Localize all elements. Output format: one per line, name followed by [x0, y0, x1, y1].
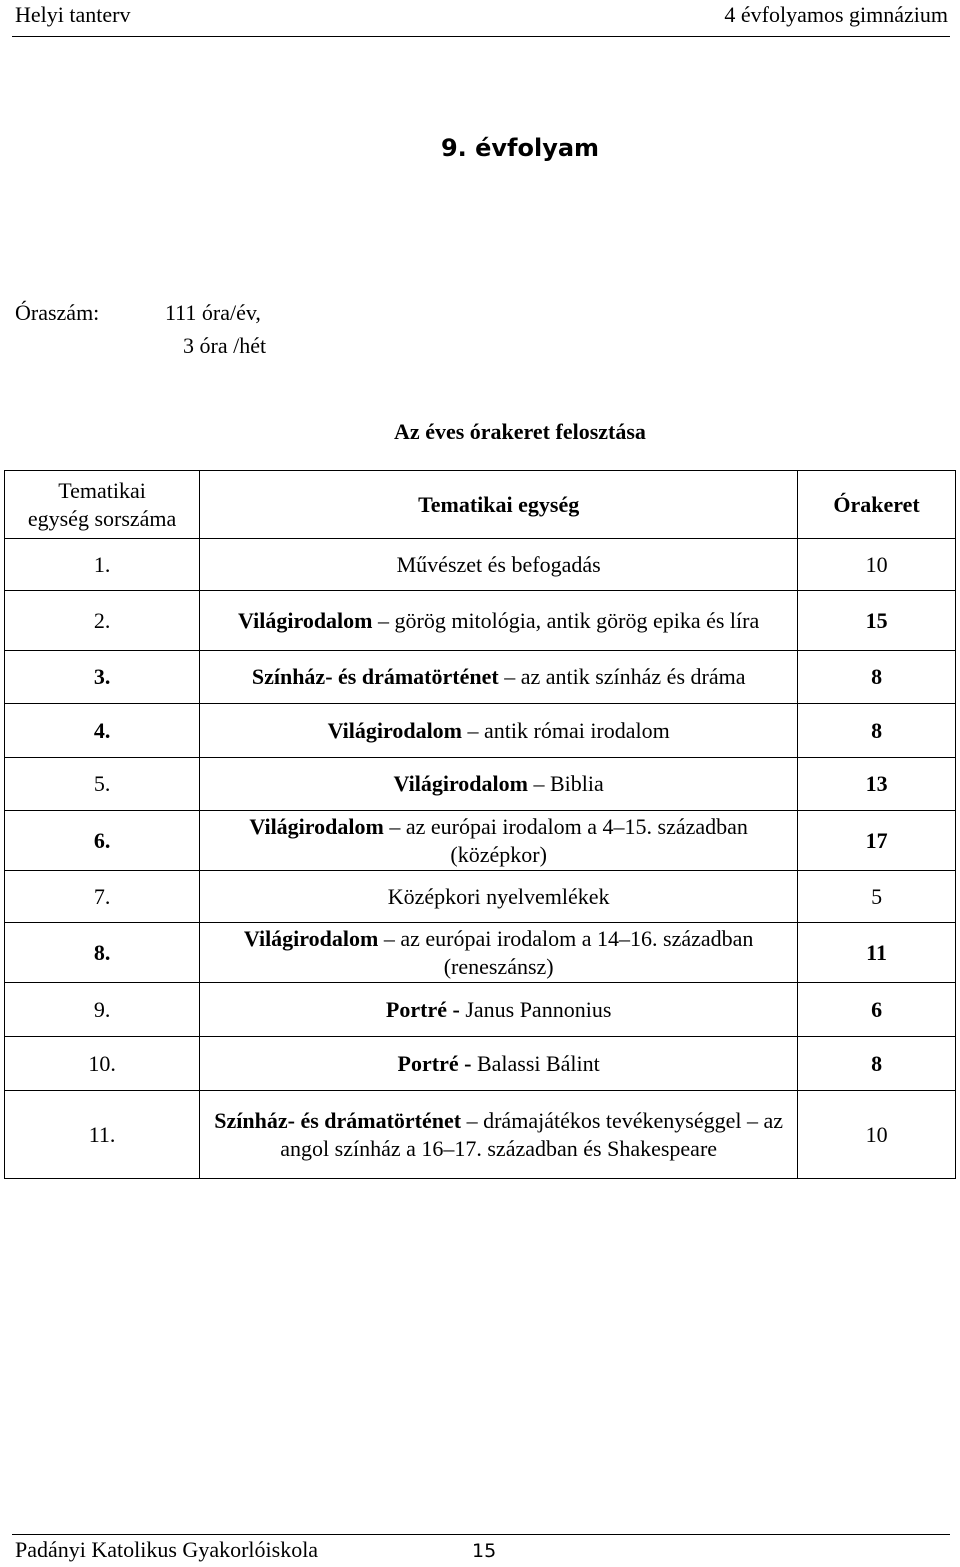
- table-row: [5, 871, 956, 923]
- unit-title: Világirodalom: [393, 771, 528, 796]
- row-hours: 10: [798, 539, 956, 591]
- row-unit: [200, 871, 798, 923]
- table-row: [5, 704, 956, 758]
- row-unit: [200, 811, 798, 871]
- distribution-title: Az éves órakeret felosztása: [394, 419, 646, 444]
- row-number: 11.: [5, 1091, 200, 1179]
- hours-per-year: 111 óra/év,: [165, 300, 261, 325]
- footer-school: Padányi Katolikus Gyakorlóiskola: [15, 1537, 319, 1562]
- header-unit: Tematikai egység: [200, 471, 798, 539]
- unit-title: Világirodalom: [238, 607, 373, 633]
- table-row: [5, 651, 956, 704]
- row-hours: 8: [798, 704, 956, 758]
- header-hours: Órakeret: [798, 471, 956, 539]
- row-number: 3.: [5, 651, 200, 704]
- row-hours: 13: [798, 758, 956, 811]
- row-unit: [200, 591, 798, 651]
- unit-topic: antik római irodalom: [484, 717, 670, 743]
- hours-per-week: 3 óra /hét: [183, 333, 267, 358]
- unit-separator: –: [378, 925, 401, 951]
- unit-topic: Középkori nyelvemlékek: [387, 883, 610, 909]
- row-unit: [200, 704, 798, 758]
- row-hours: 10: [798, 1091, 956, 1179]
- unit-separator: –: [372, 607, 395, 633]
- table-header-row: [5, 471, 956, 539]
- row-hours: 8: [798, 651, 956, 704]
- header-num: [5, 471, 200, 539]
- table-row: [5, 1037, 956, 1091]
- row-unit: [200, 651, 798, 704]
- unit-separator: -: [446, 996, 466, 1022]
- unit-topic: Biblia: [549, 771, 604, 796]
- unit-separator: –: [383, 813, 406, 839]
- row-number: 8.: [5, 923, 200, 983]
- row-unit: [200, 983, 798, 1037]
- table-row: [5, 811, 956, 871]
- row-number: 5.: [5, 758, 200, 811]
- unit-topic: az antik színház és dráma: [520, 664, 746, 689]
- unit-title: Világirodalom: [249, 813, 384, 839]
- unit-topic: Művészet és befogadás: [396, 551, 601, 577]
- row-number: 7.: [5, 871, 200, 923]
- row-hours: 8: [798, 1037, 956, 1091]
- table-row: [5, 539, 956, 591]
- unit-topic: Balassi Bálint: [476, 1050, 600, 1076]
- row-number: 9.: [5, 983, 200, 1037]
- row-unit: [200, 758, 798, 811]
- unit-separator: -: [458, 1050, 477, 1076]
- unit-topic: Janus Pannonius: [465, 996, 612, 1022]
- hours-label: Óraszám:: [15, 300, 100, 325]
- page-number: 15: [472, 1540, 497, 1562]
- table-row: [5, 923, 956, 983]
- unit-topic: görög mitológia, antik görög epika és líra: [394, 607, 760, 633]
- row-hours: 5: [798, 871, 956, 923]
- grade-title: 9. évfolyam: [440, 134, 600, 162]
- unit-title: Világirodalom: [243, 925, 379, 951]
- header-num-line1: Tematikai: [58, 477, 146, 503]
- header-divider: [12, 36, 950, 37]
- row-hours: 17: [798, 811, 956, 871]
- row-number: 10.: [5, 1037, 200, 1091]
- row-number: 1.: [5, 539, 200, 591]
- unit-topic: drámajátékos tevékenységgel – az angol színház a 16–17. században és Shakespeare: [280, 1107, 784, 1161]
- row-number: 4.: [5, 704, 200, 758]
- header-num-line2: egység sorszáma: [27, 505, 177, 531]
- footer-divider: [12, 1534, 950, 1535]
- unit-title: Portré: [385, 996, 447, 1022]
- unit-separator: –: [527, 771, 550, 796]
- row-unit: [200, 539, 798, 591]
- row-unit: [200, 1091, 798, 1179]
- row-number: 2.: [5, 591, 200, 651]
- units-table: [4, 470, 956, 1179]
- table-row: [5, 591, 956, 651]
- unit-title: Portré: [397, 1050, 459, 1076]
- unit-title: Világirodalom: [327, 717, 463, 743]
- header-right: 4 évfolyamos gimnázium: [724, 2, 948, 27]
- unit-separator: –: [498, 664, 521, 689]
- header-left: Helyi tanterv: [15, 2, 131, 27]
- unit-topic: az európai irodalom a 14–16. században (reneszánsz): [400, 925, 754, 979]
- unit-topic: az európai irodalom a 4–15. században (középkor): [405, 813, 748, 867]
- unit-title: Színház- és drámatörténet: [214, 1107, 462, 1133]
- unit-title: Színház- és drámatörténet: [251, 664, 499, 689]
- table-row: [5, 1091, 956, 1179]
- row-hours: 15: [798, 591, 956, 651]
- row-unit: [200, 1037, 798, 1091]
- row-hours: 6: [798, 983, 956, 1037]
- row-hours: 11: [798, 923, 956, 983]
- row-number: 6.: [5, 811, 200, 871]
- table-row: [5, 758, 956, 811]
- table-row: [5, 983, 956, 1037]
- unit-separator: –: [462, 717, 485, 743]
- row-unit: [200, 923, 798, 983]
- unit-separator: –: [461, 1107, 484, 1133]
